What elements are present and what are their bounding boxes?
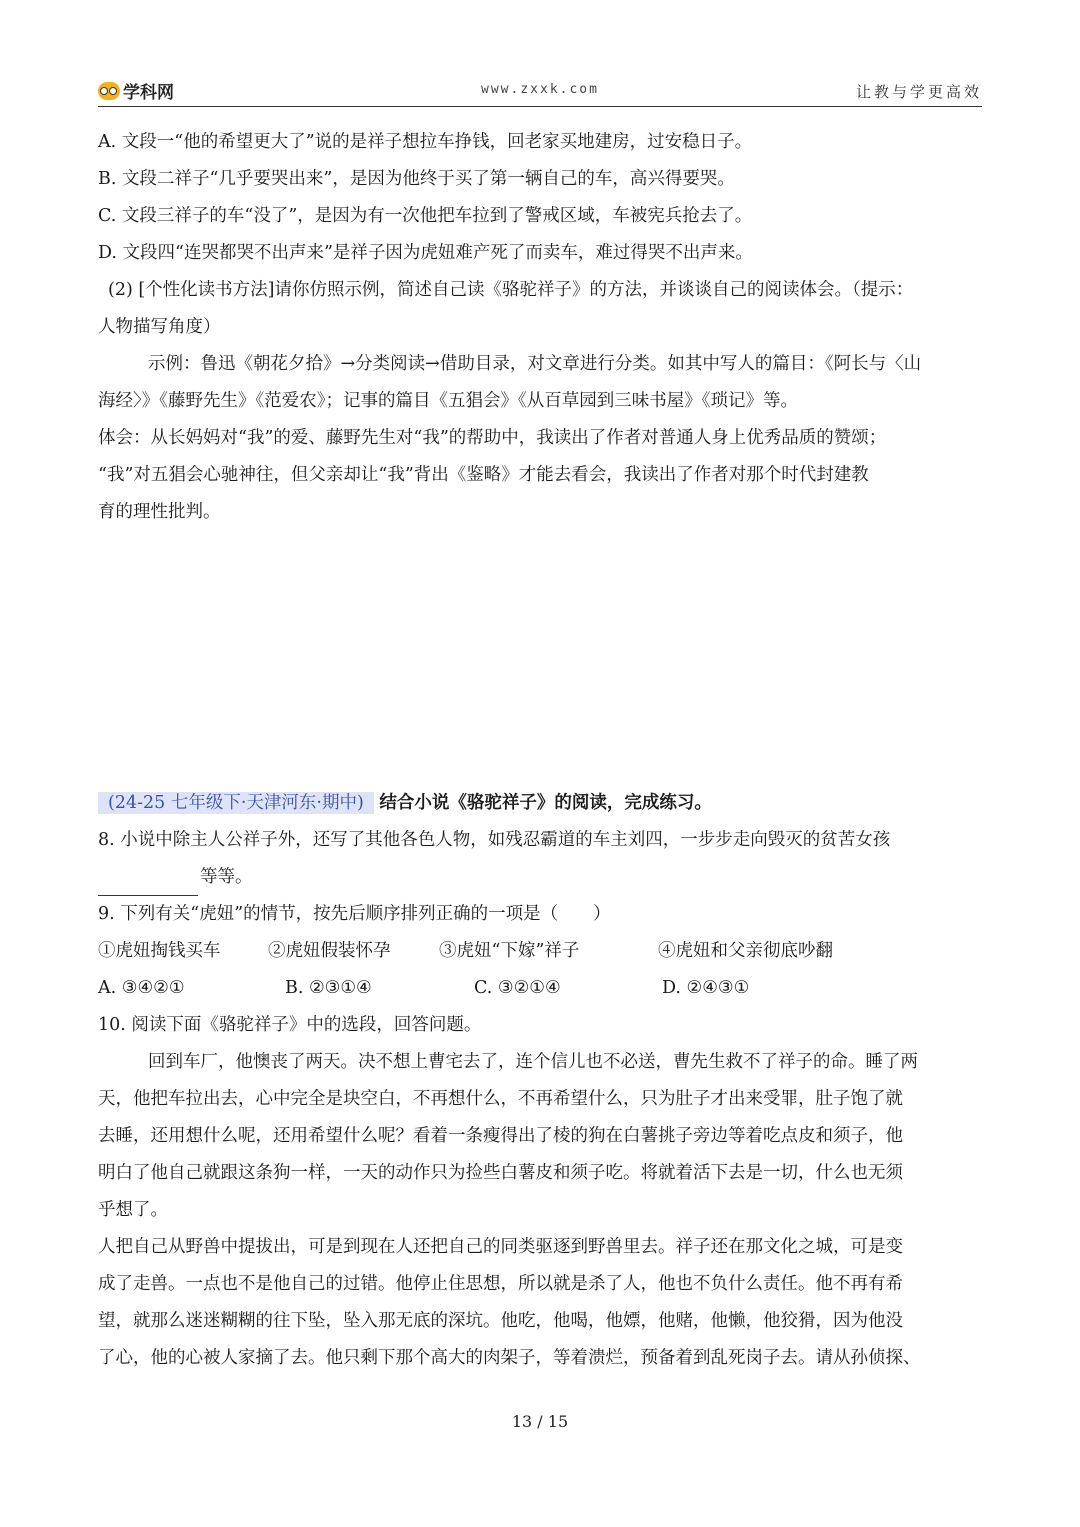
document-body xyxy=(98,124,982,1377)
answer-blank[interactable] xyxy=(98,873,198,896)
passage-line: 望，就那么迷迷糊糊的往下坠，坠入那无底的深坑。他吃，他喝，他嫖，他赌，他懒，他狡猾，因为他没 xyxy=(98,1311,903,1331)
question-9-options xyxy=(98,970,982,1007)
event-item: ③虎妞“下嫁”祥子 xyxy=(439,941,580,961)
section-heading xyxy=(98,785,982,822)
option-c: C. 文段三祥子的车“没了”，是因为有一次他把车拉到了警戒区域，车被宪兵抢去了。 xyxy=(98,206,753,226)
passage-line: 人把自己从野兽中提拔出，可是到现在人还把自己的同类驱逐到野兽里去。祥子还在那文化之城，可是变 xyxy=(98,1237,903,1257)
passage-line: 了心，他的心被人家摘了去。他只剩下那个高大的肉架子，等着溃烂，预备着到乱死岗子去。请从孙侦探、 xyxy=(98,1348,921,1368)
choice-b: B. ②③①④ xyxy=(285,978,372,998)
answer-space xyxy=(98,531,982,785)
question-2-stem: (2) [个性化读书方法]请你仿照示例，简述自己读《骆驼祥子》的方法，并谈谈自己的阅读体会。（提示： xyxy=(108,280,914,300)
question-9-stem: 9. 下列有关“虎妞”的情节，按先后顺序排列正确的一项是（ ） xyxy=(98,904,611,924)
source-tag: (24-25 七年级下·天津河东·期中) xyxy=(98,792,374,814)
logo-text: 学科网 xyxy=(123,83,174,103)
choice-a: A. ③④②① xyxy=(98,978,185,998)
slogan: 让教与学更高效 xyxy=(855,83,982,101)
question-8-stem: 8. 小说中除主人公祥子外，还写了其他各色人物，如残忍霸道的车主刘四，一步步走向毁灭的贫苦女孩 xyxy=(98,830,891,850)
question-8-stem-cont xyxy=(98,859,982,896)
choice-c: C. ③②①④ xyxy=(474,978,561,998)
question-9-events xyxy=(98,933,982,970)
choice-d: D. ②④③① xyxy=(662,978,750,998)
passage-line: 乎想了。 xyxy=(98,1200,168,1220)
passage-line: 去睡，还用想什么呢，还用希望什么呢？看着一条瘦得出了棱的狗在白薯挑子旁边等着吃点皮和须子，他 xyxy=(98,1126,903,1146)
example-line: 示例：鲁迅《朝花夕拾》→分类阅读→借助目录，对文章进行分类。如其中写人的篇目：《阿长与〈山 xyxy=(148,354,922,374)
event-item: ②虎妞假装怀孕 xyxy=(268,941,391,961)
option-d: D. 文段四“连哭都哭不出声来”是祥子因为虎妞难产死了而卖车，难过得哭不出声来。 xyxy=(98,243,753,263)
passage-line: 天，他把车拉出去，心中完全是块空白，不再想什么，不再希望什么，只为肚子才出来受罪，肚子饱了就 xyxy=(98,1089,903,1109)
passage-line: 成了走兽。一点也不是他自己的过错。他停止住思想，所以就是杀了人，他也不负什么责任。他不再有希 xyxy=(98,1274,903,1294)
page-header xyxy=(98,72,982,107)
question-8-tail: 等等。 xyxy=(200,867,253,887)
question-2-stem-cont: 人物描写角度） xyxy=(98,317,221,337)
passage-line: 明白了他自己就跟这条狗一样，一天的动作只为捡些白薯皮和须子吃。将就着活下去是一切，什么也无须 xyxy=(98,1163,903,1183)
page-number: 13 / 15 xyxy=(511,1412,569,1431)
option-a: A. 文段一“他的希望更大了”说的是祥子想拉车挣钱，回老家买地建房，过安稳日子。 xyxy=(98,132,753,152)
insight-line: “我”对五猖会心驰神往，但父亲却让“我”背出《鉴略》才能去看会，我读出了作者对那个时代封建教 xyxy=(98,465,869,485)
passage-line: 回到车厂，他懊丧了两天。决不想上曹宅去了，连个信儿也不必送，曹先生救不了祥子的命。睡了两 xyxy=(148,1052,918,1072)
event-item: ④虎妞和父亲彻底吵翻 xyxy=(658,941,833,961)
insight-line: 育的理性批判。 xyxy=(98,502,221,522)
insight-line: 体会：从长妈妈对“我”的爱、藤野先生对“我”的帮助中，我读出了作者对普通人身上优秀品质的赞颂； xyxy=(98,428,887,448)
event-item: ①虎妞掏钱买车 xyxy=(98,941,221,961)
section-instruction: 结合小说《骆驼祥子》的阅读，完成练习。 xyxy=(379,793,712,813)
option-b: B. 文段二祥子“几乎要哭出来”，是因为他终于买了第一辆自己的车，高兴得要哭。 xyxy=(98,169,735,189)
website-url: www.zxxk.com xyxy=(481,82,599,97)
question-10-stem: 10. 阅读下面《骆驼祥子》中的选段，回答问题。 xyxy=(98,1015,482,1035)
example-line: 海经〉》《藤野先生》《范爱农》；记事的篇目《五猖会》《从百草园到三味书屋》《琐记》等。 xyxy=(98,391,798,411)
